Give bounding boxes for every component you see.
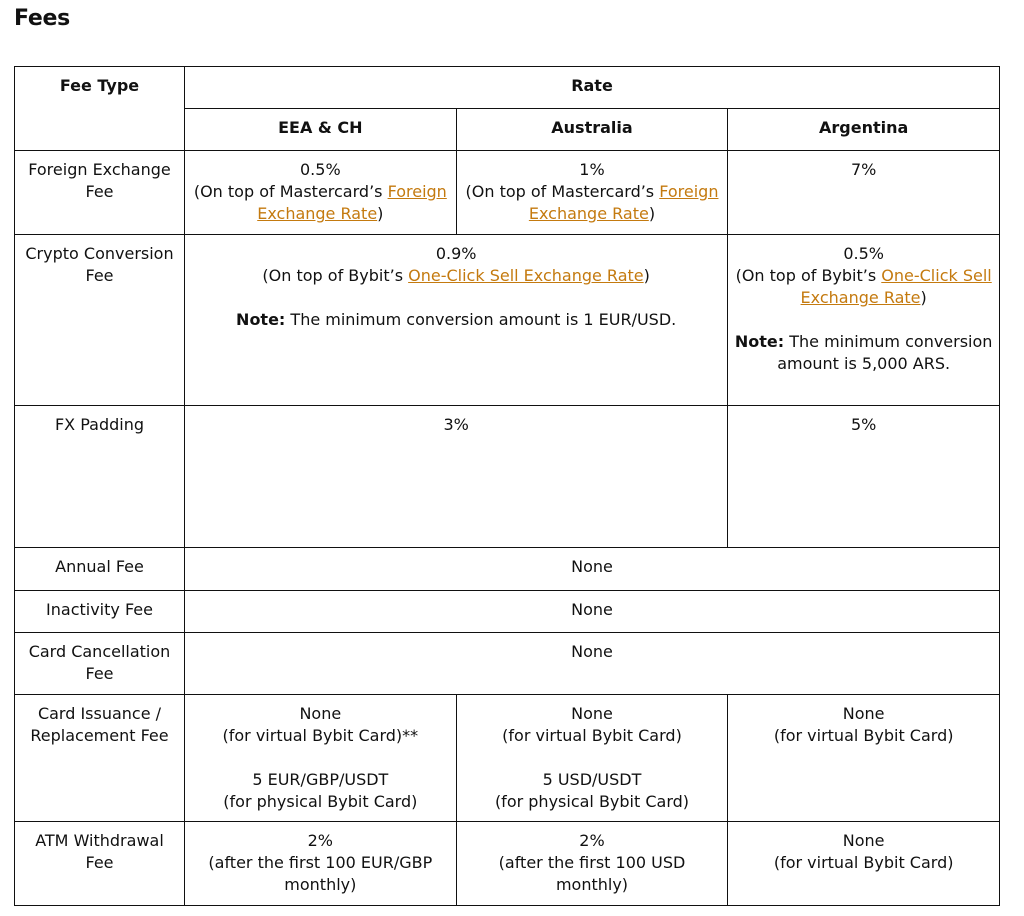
cell-annual-fee: None [185,548,1000,591]
crypto-main-rate-note: (On top of Bybit’s One-Click Sell Exchange Rate) [262,266,650,285]
crypto-ar-min-note: Note: The minimum conversion amount is 5,000 ARS. [734,332,993,373]
header-argentina: Argentina [728,109,1000,151]
table-row-crypto-conversion [15,235,1000,406]
cell-card-cancellation: None [185,633,1000,695]
cell-inactivity-fee: None [185,591,1000,633]
fx-eea-value: 0.5% [300,160,341,179]
crypto-main-value: 0.9% [435,244,477,263]
header-row-1 [15,67,1000,109]
fees-table [14,66,1000,906]
header-fee-type: Fee Type [15,67,185,151]
cell-fx-padding-argentina: 5% [728,406,1000,548]
header-rate: Rate [185,67,1000,109]
table-row-fx-padding [15,406,1000,548]
cell-crypto-eea-au [185,235,728,406]
fx-au-value: 1% [579,160,605,179]
cell-issuance-argentina: None (for virtual Bybit Card) [728,695,1000,822]
table-row-card-issuance [15,695,1000,822]
row-label-inactivity-fee: Inactivity Fee [15,591,185,633]
row-label-card-issuance: Card Issuance / Replacement Fee [15,695,185,822]
one-click-sell-rate-link[interactable]: One-Click Sell Exchange Rate [800,266,992,307]
fx-eea-note: (On top of Mastercard’s Foreign Exchange Rate) [193,182,447,223]
one-click-sell-rate-link[interactable]: One-Click Sell Exchange Rate [408,266,644,285]
cell-atm-argentina: None (for virtual Bybit Card) [728,822,1000,906]
header-eea-ch: EEA & CH [185,109,457,151]
row-label-annual-fee: Annual Fee [15,548,185,591]
table-row-card-cancellation [15,633,1000,695]
table-row-foreign-exchange [15,151,1000,235]
cell-fx-padding-main: 3% [185,406,728,548]
cell-fx-australia [456,151,728,235]
cell-fx-eea [185,151,457,235]
table-row-atm-withdrawal [15,822,1000,906]
cell-issuance-australia: None (for virtual Bybit Card) 5 USD/USDT (for physical Bybit Card) [456,695,728,822]
page-title: Fees [14,6,70,31]
crypto-main-min-note: Note: The minimum conversion amount is 1 EUR/USD. [236,310,677,329]
foreign-exchange-rate-link[interactable]: Foreign Exchange Rate [257,182,447,223]
row-label-crypto-conversion: Crypto Conversion Fee [15,235,185,406]
row-label-atm-withdrawal: ATM Withdrawal Fee [15,822,185,906]
foreign-exchange-rate-link[interactable]: Foreign Exchange Rate [528,182,719,223]
fx-au-note: (On top of Mastercard’s Foreign Exchange Rate) [465,182,719,223]
cell-fx-argentina: 7% [728,151,1000,235]
table-row-annual-fee [15,548,1000,591]
crypto-ar-rate-note: (On top of Bybit’s One-Click Sell Exchange Rate) [735,266,992,307]
row-label-card-cancellation: Card Cancellation Fee [15,633,185,695]
header-australia: Australia [456,109,728,151]
cell-issuance-eea: None (for virtual Bybit Card)** 5 EUR/GBP/USDT (for physical Bybit Card) [185,695,457,822]
crypto-ar-value: 0.5% [843,244,884,263]
row-label-fx-padding: FX Padding [15,406,185,548]
row-label-foreign-exchange: Foreign Exchange Fee [15,151,185,235]
cell-crypto-argentina [728,235,1000,406]
cell-atm-australia: 2% (after the first 100 USD monthly) [456,822,728,906]
cell-atm-eea: 2% (after the first 100 EUR/GBP monthly) [185,822,457,906]
table-row-inactivity-fee [15,591,1000,633]
